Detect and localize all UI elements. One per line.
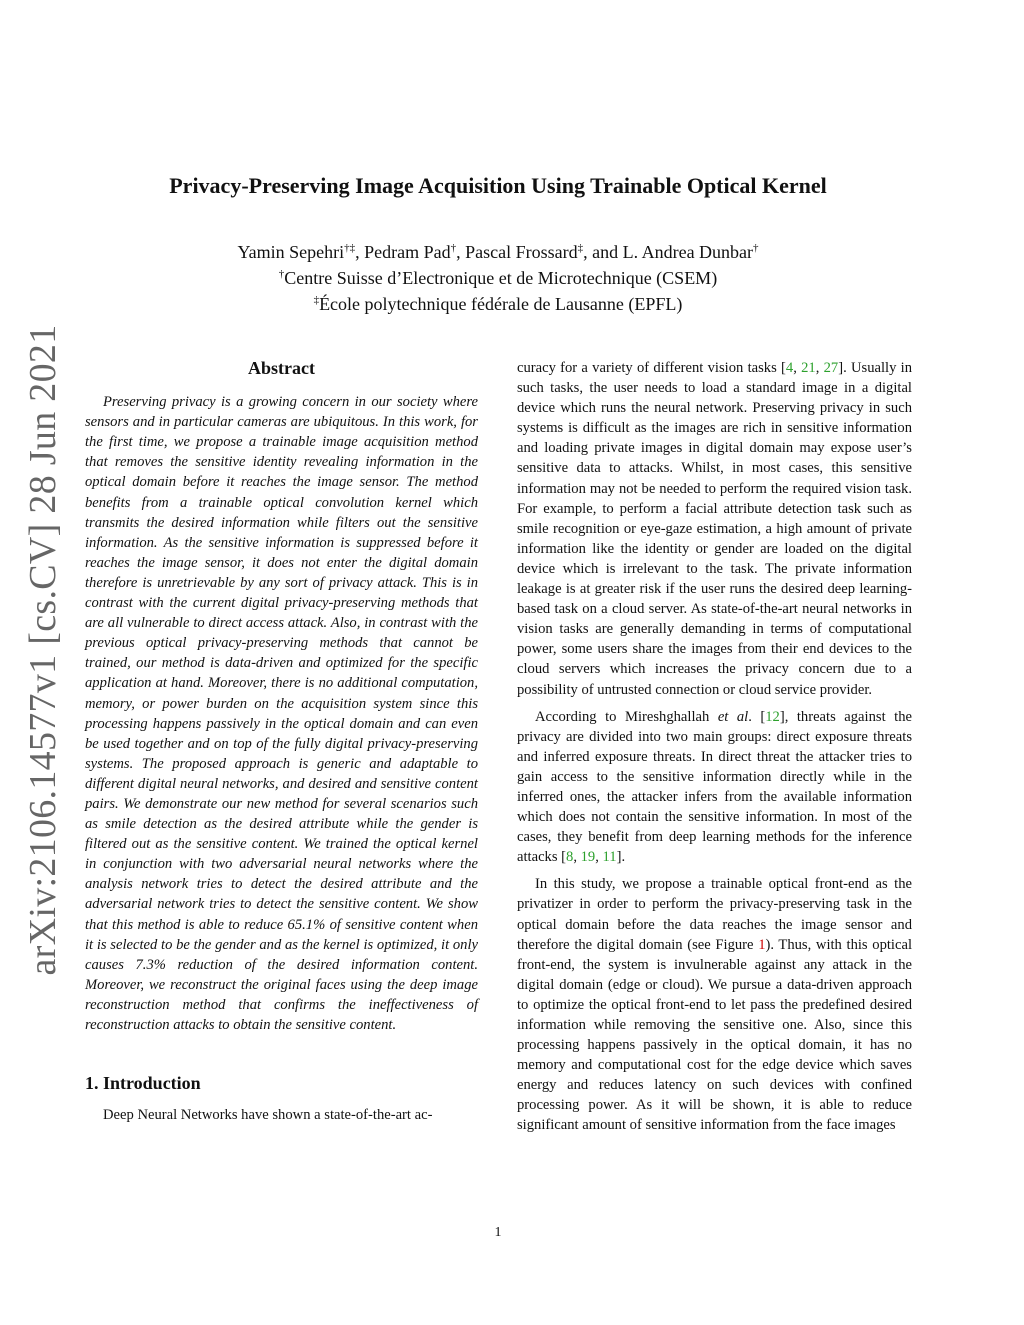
arxiv-identifier: arXiv:2106.14577v1 [cs.CV] 28 Jun 2021 xyxy=(22,324,64,976)
intro-paragraph-3: In this study, we propose a trainable optical front-end as the privatizer in order to perform the privacy-preserving task in the optical domain before the data reaches the image sensor and therefore the digital domain (see Figure 1). Thus, with this optical front-end, the system is invulnerable against any attack in the digital domain (edge or cloud). We pursue a data-driven approach to optimize the optical front-end to let pass the predefined desired information while removing the sensitive one. Also, since this processing happens passively in the optical domain, it has no memory and computational cost for the edge device which saves energy and reduces latency on such devices with confined processing power. As it will be shown, it is able to reduce significant amount of sensitive information from the face images xyxy=(517,876,912,1134)
abstract-heading: Abstract xyxy=(248,358,315,378)
right-column xyxy=(517,358,912,1136)
figure-reference-link[interactable]: 1 xyxy=(758,936,766,953)
author-list: Yamin Sepehri†‡, Pedram Pad†, Pascal Frossard‡, and L. Andrea Dunbar† xyxy=(237,242,759,262)
author-block xyxy=(0,239,996,317)
affiliation-csem: †Centre Suisse d’Electronique et de Microtechnique (CSEM) xyxy=(278,268,718,288)
intro-paragraph-start: Deep Neural Networks have shown a state-of-the-art ac- xyxy=(103,1107,433,1124)
arxiv-sidebar xyxy=(18,324,68,976)
citation-link[interactable]: 27 xyxy=(823,360,839,376)
citation-link[interactable]: 12 xyxy=(765,708,780,725)
citation-link[interactable]: 11 xyxy=(602,849,617,866)
citation-link[interactable]: 4 xyxy=(785,360,794,376)
affiliation-epfl: ‡École polytechnique fédérale de Lausanne (EPFL) xyxy=(313,294,683,314)
intro-paragraph-2: According to Mireshghallah et al. [12], threats against the privacy are divided into two main groups: direct exposure threats and inferred exposure threats. In direct threat the attacker tries to gain access to the sensitive information directly while in the inferred ones, the attacker infers from the available information which does not contain the sensitive information. In most of the cases, they benefit from deep learning methods for the inference attacks [8, 19, 11]. xyxy=(517,708,912,866)
paper-title: Privacy-Preserving Image Acquisition Using Trainable Optical Kernel xyxy=(169,173,827,198)
intro-paragraph-1: curacy for a variety of different vision tasks [4, 21, 27]. Usually in such tasks, the user needs to load a standard image in a digital device which runs the neural network. Preserving privacy in such systems is difficult as the images are rich in sensitive information and loading private images in digital domain may expose user’s sensitive data to attacks. Whilst, in most cases, this sensitive information may not be needed to perform the required vision task. For example, to perform a facial attribute detection task such as smile recognition or eye-gaze estimation, a high amount of private information like the identity or gender are loaded on the digital device which is irrelevant to the task. The private information leakage is at greater risk if the user runs the desired deep learning-based task on a cloud server. As state-of-the-art neural networks in vision tasks are generally demanding in terms of computational power, some users share the images from their end devices to the cloud servers which increases the privacy concern due to a possibility of untrusted connection or cloud service provider. xyxy=(517,360,913,698)
section-heading-introduction: 1. Introduction xyxy=(85,1073,201,1094)
page-number: 1 xyxy=(494,1225,502,1240)
citation-link[interactable]: 21 xyxy=(801,360,816,376)
left-column xyxy=(85,358,478,1125)
abstract-text: Preserving privacy is a growing concern in our society where sensors and in particular cameras are ubiquitous. In this work, for the first time, we propose a trainable image acquisition method that removes the sensitive identity revealing information in the optical domain before it reaches the image sensor. The method benefits from a trainable optical convolution kernel which transmits the desired information while filters out the sensitive information. As the sensitive information is suppressed before it reaches the image sensor, it does not enter the digital domain therefore is unretrievable by any sort of privacy attack. This is in contrast with the current digital privacy-preserving methods that are all vulnerable to direct access attack. Also, in contrast with the previous optical privacy-preserving methods that cannot be trained, our method is data-driven and optimized for the specific application at hand. Moreover, there is no additional computation, memory, or power burden on the acquisition system since this processing happens passively in the optical domain and can even be used together and on top of the fully digital privacy-preserving systems. The proposed approach is generic and adaptable to different digital neural networks, and desired and sensitive content pairs. We demonstrate our new method for several scenarios such as smile detection as the desired attribute while the gender is filtered out as the sensitive content. We trained the optical kernel in conjunction with two adversarial neural networks where the analysis network tries to detect the desired attribute and the adversarial network tries to detect the sensitive content. We show that this method is able to reduce 65.1% of sensitive content when it is selected to be the gender and as the kernel is optimized, it only causes 7.3% reduction of the desired information content. Moreover, we reconstruct the original faces using the deep image reconstruction method that confirms the ineffectiveness of reconstruction attacks to obtain the sensitive content. xyxy=(85,394,478,1033)
citation-link[interactable]: 19 xyxy=(580,849,596,866)
citation-link[interactable]: 8 xyxy=(566,849,574,866)
